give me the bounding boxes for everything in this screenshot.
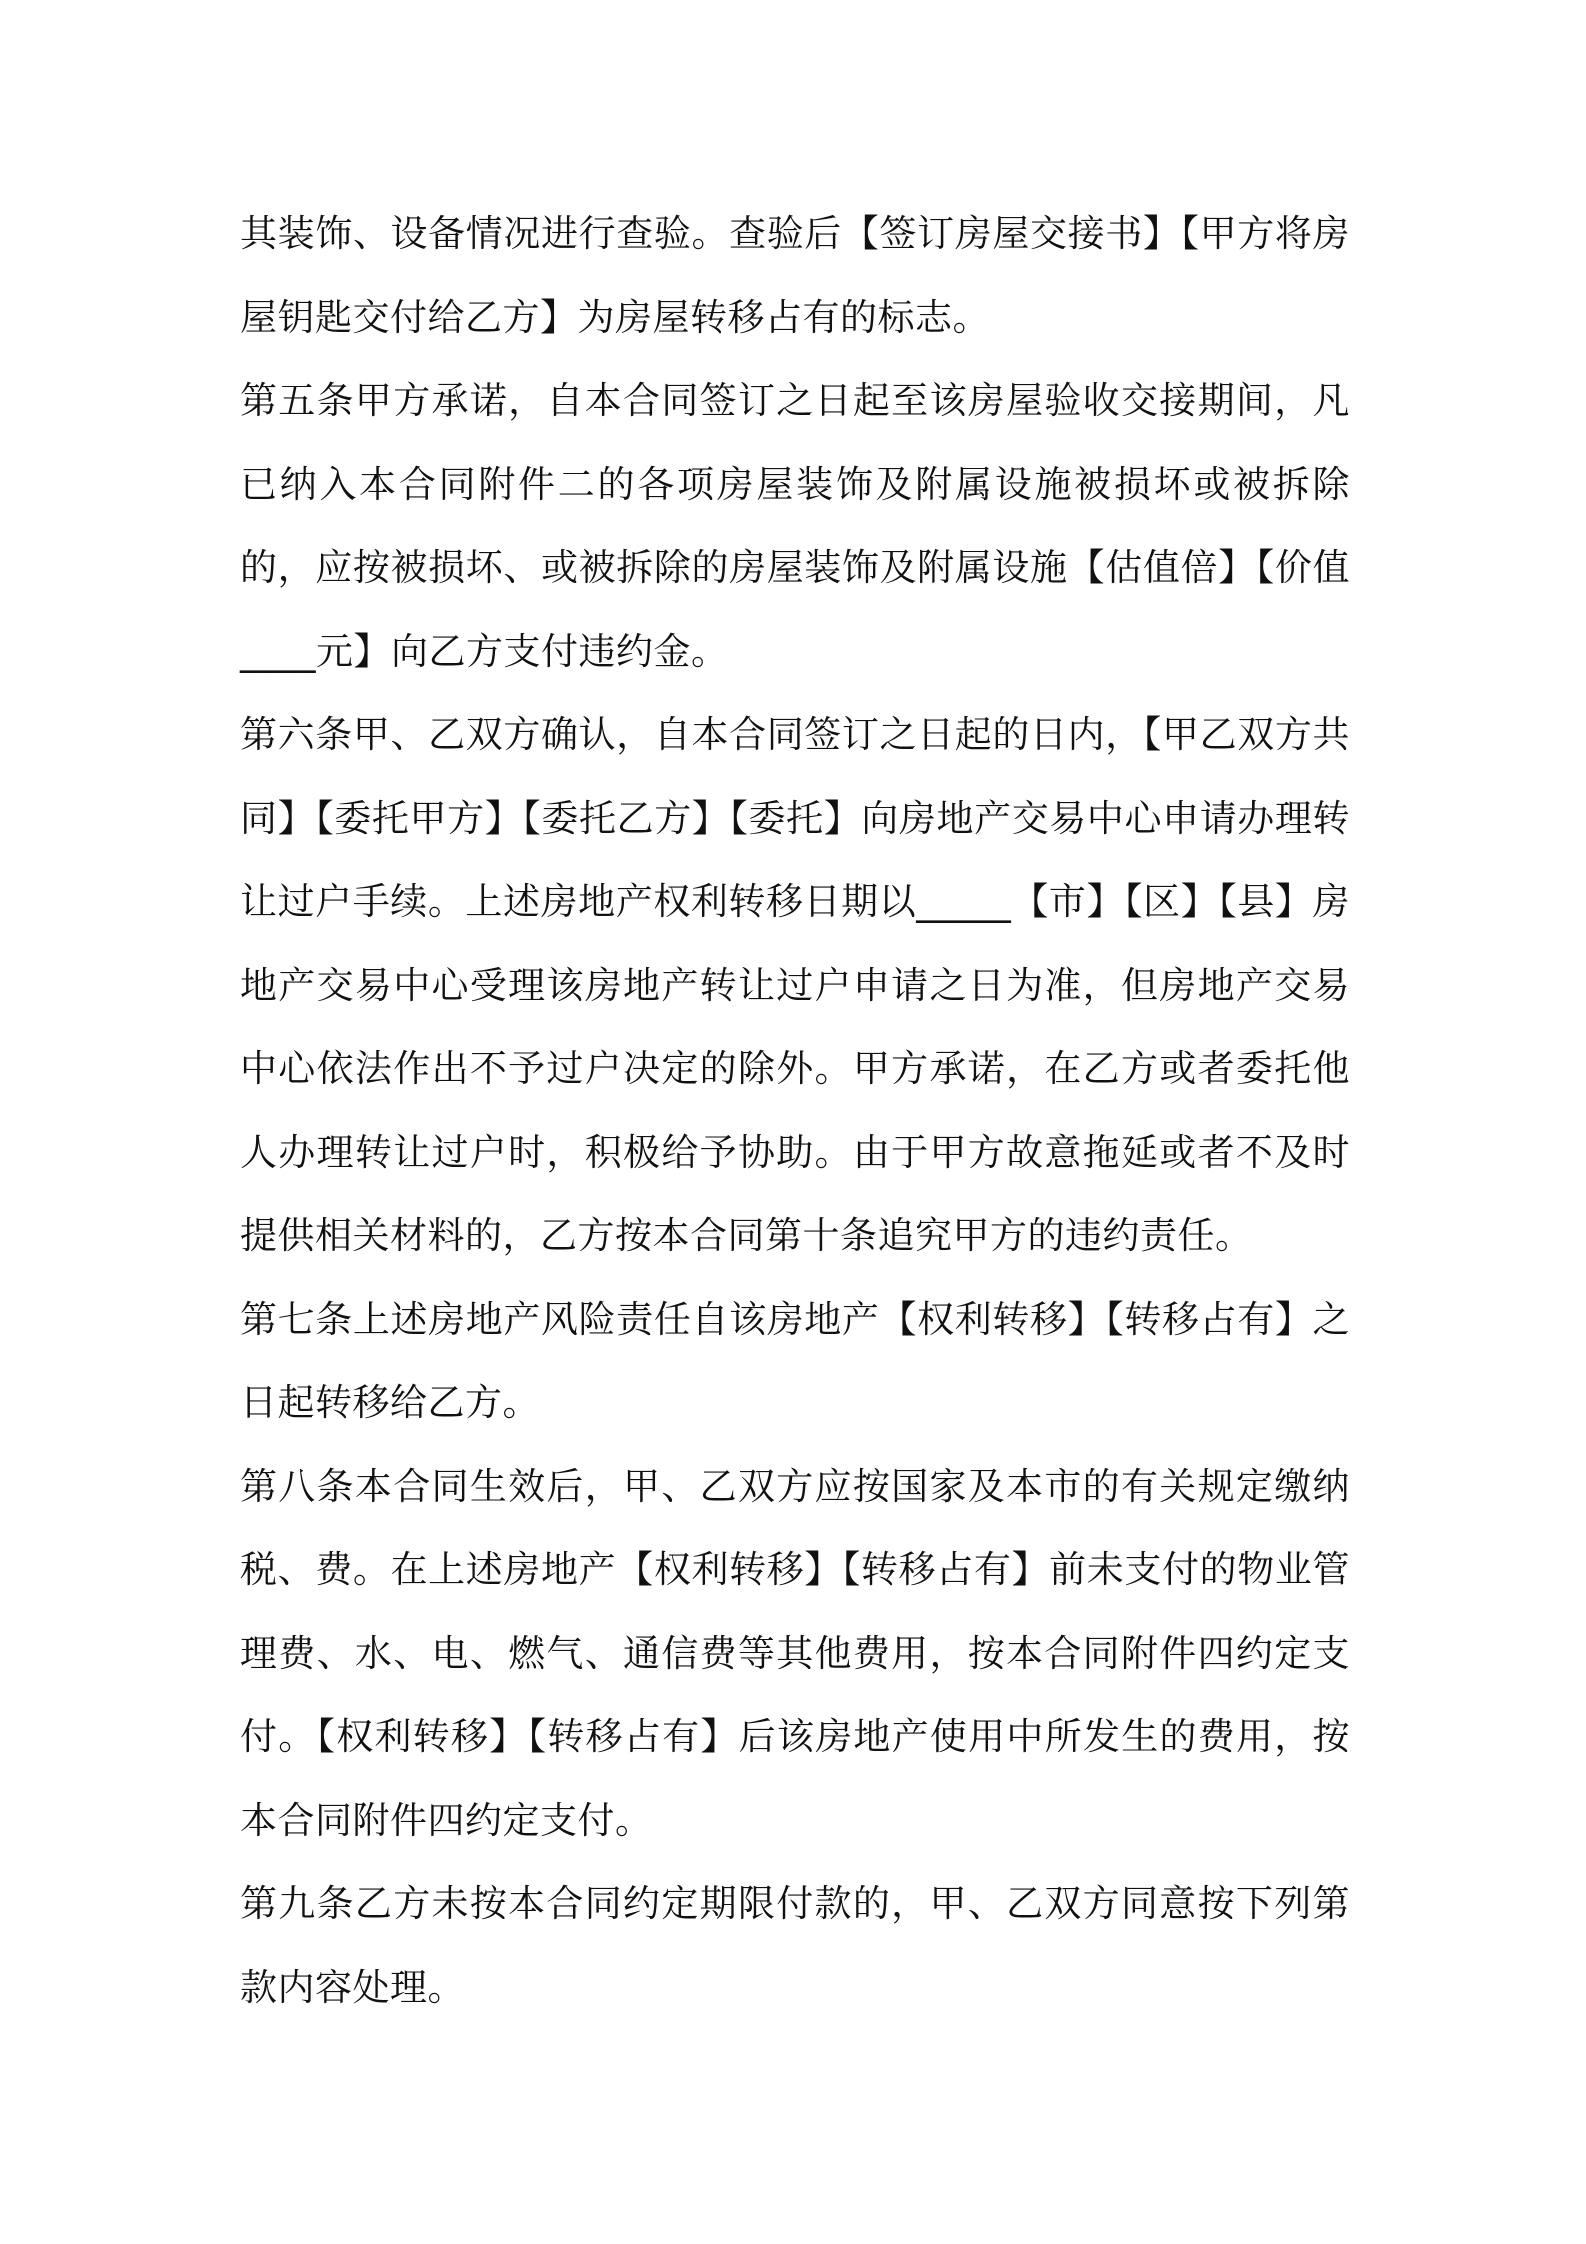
document-body xyxy=(240,192,1350,2029)
paragraph-article-9: 第九条乙方未按本合同约定期限付款的，甲、乙双方同意按下列第款内容处理。 xyxy=(240,1882,1350,2009)
paragraph-article-8: 第八条本合同生效后，甲、乙双方应按国家及本市的有关规定缴纳税、费。在上述房地产【权利转移】【转移占有】前未支付的物业管理费、水、电、燃气、通信费等其他费用，按本合同附件四约定支付。【权利转移】【转移占有】后该房地产使用中所发生的费用，按本合同附件四约定支付。 xyxy=(240,1464,1350,1842)
paragraph-article-7: 第七条上述房地产风险责任自该房地产【权利转移】【转移占有】之日起转移给乙方。 xyxy=(240,1297,1350,1424)
paragraph-inspection: 其装饰、设备情况进行查验。查验后【签订房屋交接书】【甲方将房屋钥匙交付给乙方】为房屋转移占有的标志。 xyxy=(240,212,1350,339)
paragraph-article-6: 第六条甲、乙双方确认，自本合同签订之日起的日内，【甲乙双方共同】【委托甲方】【委托乙方】【委托】向房地产交易中心申请办理转让过户手续。上述房地产权利转移日期以_____【市】【区】【县】房地产交易中心受理该房地产转让过户申请之日为准，但房地产交易中心依法作出不予过户决定的除外。甲方承诺，在乙方或者委托他人办理转让过户时，积极给予协助。由于甲方故意拖延或者不及时提供相关材料的，乙方按本合同第十条追究甲方的违约责任。 xyxy=(240,713,1350,1257)
paragraph-article-5: 第五条甲方承诺，自本合同签订之日起至该房屋验收交接期间，凡已纳入本合同附件二的各项房屋装饰及附属设施被损坏或被拆除的，应按被损坏、或被拆除的房屋装饰及附属设施【估值倍】【价值____元】向乙方支付违约金。 xyxy=(240,379,1350,673)
